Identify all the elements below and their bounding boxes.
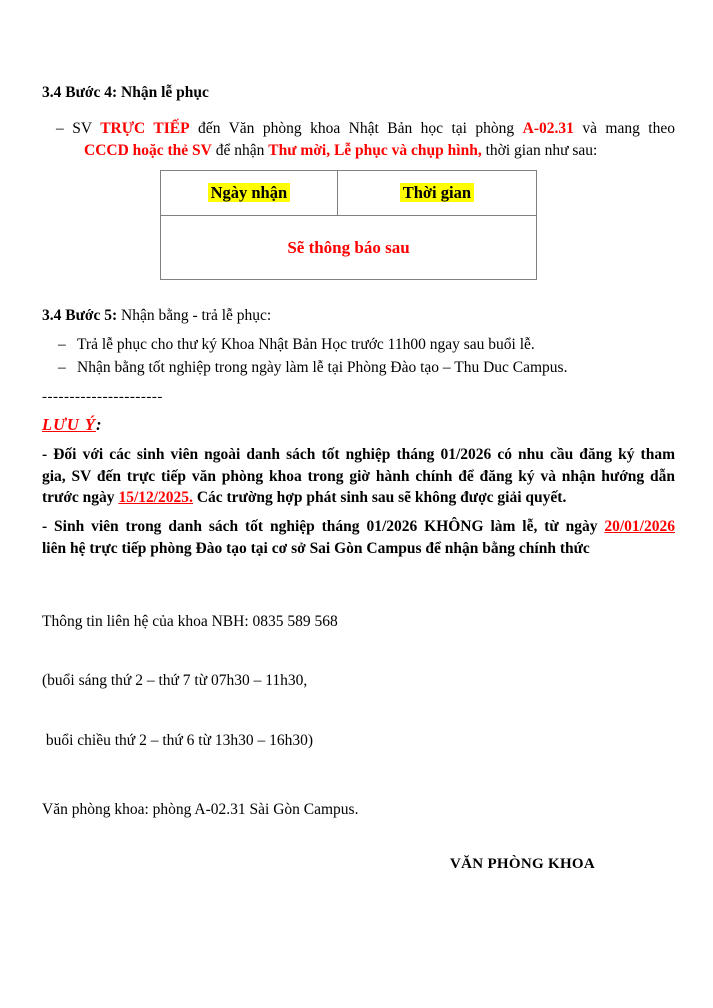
table-header-ngay-nhan xyxy=(161,171,338,216)
intro-text: để nhận xyxy=(211,142,269,160)
table-cell-announcement: Sẽ thông báo sau xyxy=(161,216,537,280)
intro-paragraph xyxy=(56,118,675,164)
intro-text: – SV xyxy=(56,119,101,137)
contact-morning-hours: (buổi sáng thứ 2 – thứ 7 từ 07h30 – 11h30, xyxy=(42,672,308,690)
signature-van-phong-khoa: VĂN PHÒNG KHOA xyxy=(450,856,596,873)
table-row xyxy=(161,216,537,280)
contact-phone-line: Thông tin liên hệ của khoa NBH: 0835 589 568 xyxy=(42,612,338,630)
bullet-dash: – xyxy=(58,358,66,376)
intro-line-1 xyxy=(56,118,675,141)
step5-bullet-list xyxy=(42,334,675,380)
intro-text: thời gian như sau: xyxy=(481,142,598,160)
step5-heading-bold: 3.4 Bước 5: xyxy=(42,307,118,325)
step5-heading xyxy=(42,307,675,326)
note-paragraph-2 xyxy=(42,516,675,559)
emphasis-cccd: CCCD hoặc thẻ SV xyxy=(84,142,212,160)
step4-heading: 3.4 Bước 4: Nhận lễ phục xyxy=(42,84,209,101)
contact-afternoon-hours: buổi chiều thứ 2 – thứ 6 từ 13h30 – 16h30) xyxy=(42,731,314,749)
deadline-date-2: 20/01/2026 xyxy=(604,518,675,536)
emphasis-room-number: A-02.31 xyxy=(522,119,574,137)
note-paragraph-1 xyxy=(42,444,675,508)
luu-y-heading xyxy=(42,414,675,435)
intro-text: và mang theo xyxy=(573,119,675,137)
contact-info xyxy=(42,572,675,790)
highlighted-header-text: Ngày nhận xyxy=(208,183,291,202)
intro-line-2 xyxy=(84,140,675,163)
table-header-row xyxy=(161,171,537,216)
bullet-text: Nhận bằng tốt nghiệp trong ngày làm lễ tại Phòng Đào tạo – Thu Duc Campus. xyxy=(77,358,568,376)
emphasis-truc-tiep: TRỰC TIẾP xyxy=(100,119,190,137)
note2-text: - Sinh viên trong danh sách tốt nghiệp tháng 01/2026 KHÔNG làm lễ, từ ngày xyxy=(42,518,605,536)
note1-line-3 xyxy=(42,487,675,508)
bullet-item-return-gown xyxy=(58,334,675,357)
step5-heading-rest: Nhận bằng - trả lễ phục: xyxy=(117,307,272,325)
note2-line-1 xyxy=(42,516,675,537)
table-header-thoi-gian xyxy=(337,171,536,216)
luu-y-colon: : xyxy=(95,414,102,434)
bullet-dash: – xyxy=(58,335,66,353)
note1-line-1: - Đối với các sinh viên ngoài danh sách tốt nghiệp tháng 01/2026 có nhu cầu đăng ký tham xyxy=(42,446,675,464)
divider-dashes: ---------------------- xyxy=(42,389,163,406)
luu-y-label: LƯU Ý xyxy=(42,414,96,434)
office-address: Văn phòng khoa: phòng A-02.31 Sài Gòn Campus. xyxy=(42,801,359,819)
note1-text: Các trường hợp phát sinh sau sẽ không được giải quyết. xyxy=(192,489,567,506)
bullet-item-receive-degree xyxy=(58,357,675,380)
bullet-text: Trả lễ phục cho thư ký Khoa Nhật Bản Học trước 11h00 ngay sau buổi lễ. xyxy=(77,335,535,353)
note2-line-2: liên hệ trực tiếp phòng Đào tạo tại cơ sở Sai Gòn Campus để nhận bằng chính thức xyxy=(42,539,590,557)
note1-line-2: gia, SV đến trực tiếp văn phòng khoa trong giờ hành chính để đăng ký và nhận hướng dẫn xyxy=(42,467,675,485)
highlighted-header-text: Thời gian xyxy=(400,183,474,202)
pickup-schedule-table xyxy=(160,170,537,280)
emphasis-items: Thư mời, Lễ phục và chụp hình, xyxy=(268,142,482,160)
deadline-date-1: 15/12/2025. xyxy=(118,489,193,506)
note1-text: trước ngày xyxy=(42,489,119,506)
intro-text: đến Văn phòng khoa Nhật Bản học tại phòng xyxy=(189,119,523,137)
